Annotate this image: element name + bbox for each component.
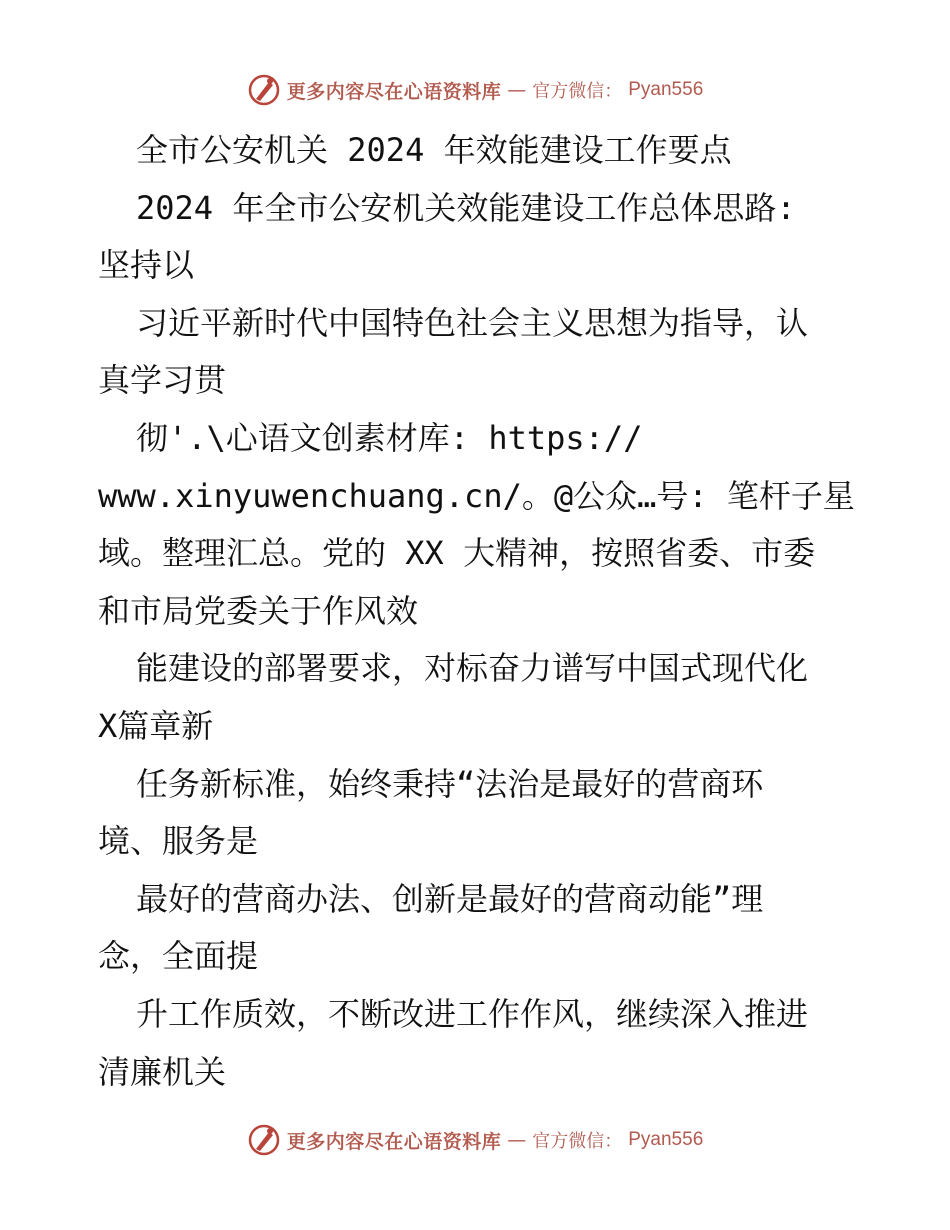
document-body xyxy=(98,122,858,1101)
doc-line: 和市局党委关于作风效 xyxy=(98,591,419,630)
doc-line: 真学习贯 xyxy=(98,361,227,400)
doc-line: 最好的营商办法、创新是最好的营商动能”理 xyxy=(136,879,764,918)
watermark-dash: — xyxy=(507,1129,527,1151)
doc-line: 任务新标准，始终秉持“法治是最好的营商环 xyxy=(136,764,764,803)
doc-line: 习近平新时代中国特色社会主义思想为指导，认 xyxy=(136,303,809,342)
quill-logo-icon xyxy=(247,1123,281,1157)
watermark-main-text: 更多内容尽在心语资料库 xyxy=(286,1130,502,1153)
doc-line: 念，全面提 xyxy=(98,937,259,976)
doc-line: 清廉机关 xyxy=(98,1052,227,1091)
doc-line: 坚持以 xyxy=(98,246,195,285)
watermark-sub-text: 官方微信： xyxy=(532,1131,623,1152)
watermark-main-text: 更多内容尽在心语资料库 xyxy=(286,80,502,103)
doc-line: 升工作质效，不断改进工作作风，继续深入推进 xyxy=(136,994,809,1033)
doc-line: www.xinyuwenchuang.cn/。@公众…号: 笔杆子星 xyxy=(98,476,855,515)
doc-line: 2024 年全市公安机关效能建设工作总体思路: xyxy=(136,188,796,227)
watermark-sub-text: 官方微信： xyxy=(532,81,623,102)
doc-line: 能建设的部署要求，对标奋力谱写中国式现代化 xyxy=(136,649,809,688)
watermark-dash: — xyxy=(507,79,527,101)
doc-line: 域。整理汇总。党的 XX 大精神，按照省委、市委 xyxy=(98,534,816,573)
watermark-banner-bottom xyxy=(0,1120,950,1160)
doc-line: 彻'.\心语文创素材库: https:// xyxy=(136,418,643,457)
watermark-id: Pyan556 xyxy=(628,1129,704,1150)
watermark-banner-top xyxy=(0,70,950,110)
doc-title: 全市公安机关 2024 年效能建设工作要点 xyxy=(136,131,732,169)
doc-line: X篇章新 xyxy=(98,706,214,745)
quill-logo-icon xyxy=(247,73,281,107)
doc-line: 境、服务是 xyxy=(98,822,259,861)
watermark-id: Pyan556 xyxy=(628,79,704,100)
